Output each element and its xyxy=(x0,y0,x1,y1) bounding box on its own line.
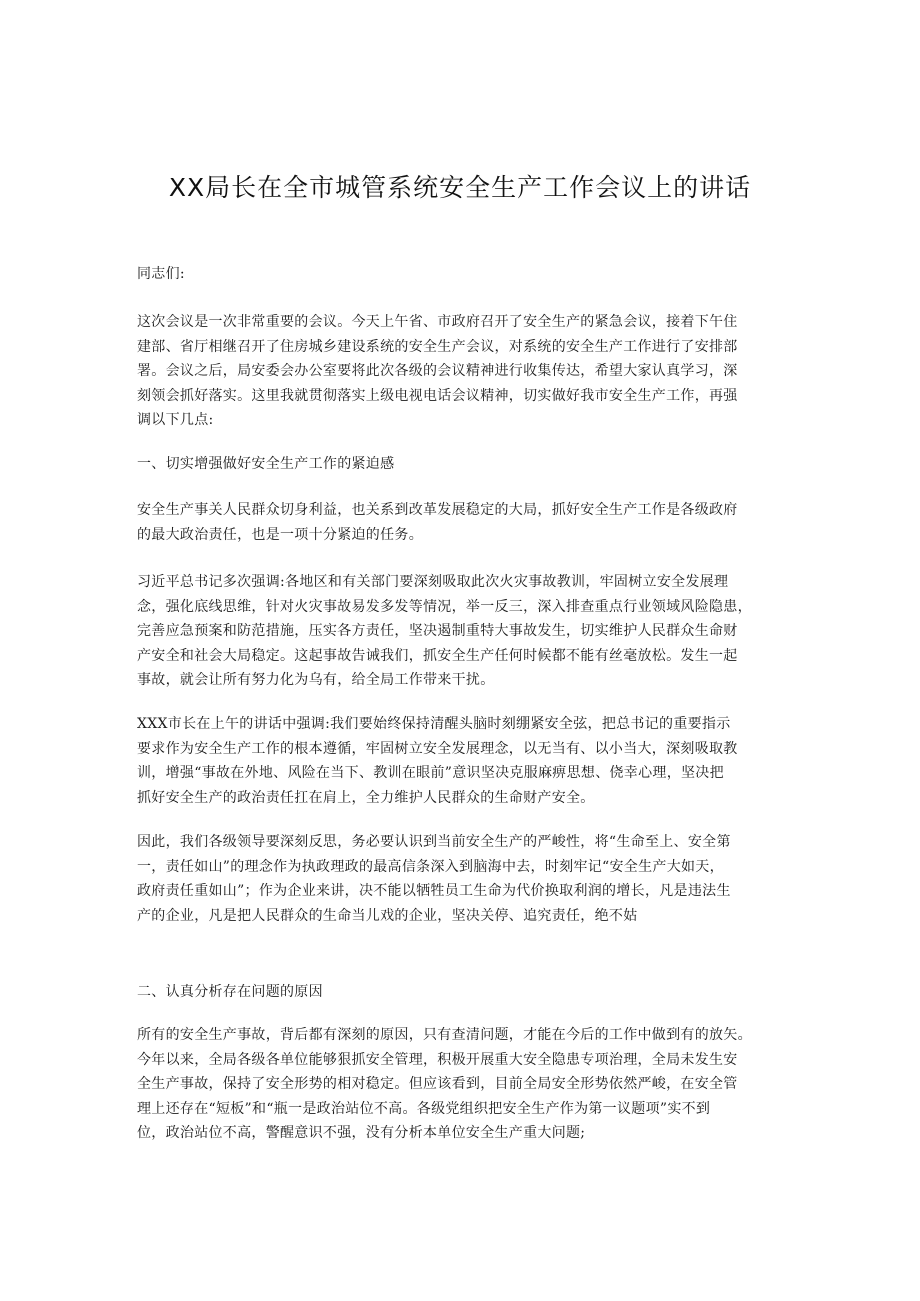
paragraph-line: 署。会议之后，局安委会办公室要将此次各级的会议精神进行收集传达，希望大家认真学习，深 xyxy=(137,363,738,379)
paragraph-analysis xyxy=(137,1023,797,1146)
greeting: 同志们: xyxy=(137,266,185,282)
paragraph-line: 念，强化底线思维，针对火灾事故易发多发等情况，举一反三，深入排查重点行业领域风险隐患， xyxy=(137,598,752,615)
paragraph-reflection xyxy=(137,830,797,928)
section-heading-2 xyxy=(137,980,797,1005)
section-heading-1 xyxy=(137,452,797,477)
paragraph-line: 要求作为安全生产工作的根本遵循，牢固树立安全发展理念，以无当有、以小当大，深刻吸取教 xyxy=(137,740,738,757)
paragraph-line: 产的企业，凡是把人民群众的生命当儿戏的企业，坚决关停、追究责任，绝不姑 xyxy=(137,907,638,924)
paragraph-line: 完善应急预案和防范措施，压实各方责任，坚决遏制重特大事故发生，切实维护人民群众生命财 xyxy=(137,623,738,639)
paragraph-line: 事故，就会让所有努力化为乌有，给全局工作带来干扰。 xyxy=(137,672,495,688)
paragraph-line: 这次会议是一次非常重要的会议。今天上午省、市政府召开了安全生产的紧急会议，接着下午住 xyxy=(137,314,738,330)
paragraph-responsibility xyxy=(137,498,797,547)
paragraph-line: 一，责任如山”的理念作为执政理政的最高信条深入到脑海中去，时刻牢记“安全生产大如天， xyxy=(137,858,724,875)
paragraph-mayor xyxy=(137,712,797,810)
paragraph-line: 因此，我们各级领导要深刻反思，务必要认识到当前安全生产的严峻性，将“生命至上、安全第 xyxy=(137,834,731,850)
paragraph-line: 刻领会抓好落实。这里我就贯彻落实上级电视电话会议精神，切实做好我市安全生产工作，再强 xyxy=(137,387,738,404)
paragraph-line: 的最大政治责任，也是一项十分紧迫的任务。 xyxy=(137,526,423,543)
paragraph-line: 抓好安全生产的政治责任扛在肩上，全力维护人民群众的生命财产安全。 xyxy=(137,789,595,806)
paragraph-general-secretary xyxy=(137,570,797,693)
paragraph-line: XXX市长在上午的讲话中强调:我们要始终保持清醒头脑时刻绷紧安全弦，把总书记的重要指示 xyxy=(137,716,731,732)
paragraph-line: 位，政治站位不高，警醒意识不强，没有分析本单位安全生产重大问题; xyxy=(137,1125,586,1141)
paragraph-line: 今年以来，全局各级各单位能够狠抓安全管理，积极开展重大安全隐患专项治理，全局未发生安 xyxy=(137,1051,738,1068)
paragraph-line: 政府责任重如山”；作为企业来讲，决不能以牺牲员工生命为代价换取利润的增长，凡是违法生 xyxy=(137,883,731,899)
paragraph-line: 习近平总书记多次强调:各地区和有关部门要深刻吸取此次火灾事故教训，牢固树立安全发展理 xyxy=(137,574,729,590)
paragraph-line: 建部、省厅相继召开了住房城乡建设系统的安全生产会议，对系统的安全生产工作进行了安排部 xyxy=(137,338,738,355)
paragraph-line: 安全生产事关人民群众切身利益，也关系到改革发展稳定的大局，抓好安全生产工作是各级政府 xyxy=(137,502,738,518)
section-heading-text: 一、切实增强做好安全生产工作的紧迫感 xyxy=(137,456,395,472)
paragraph-line: 调以下几点: xyxy=(137,412,214,428)
document-title: XX局长在全市城管系统安全生产工作会议上的讲话 xyxy=(168,173,752,202)
section-heading-text: 二、认真分析存在问题的原因 xyxy=(137,984,323,1000)
paragraph-line: 全生产事故，保持了安全形势的相对稳定。但应该看到，目前全局安全形势依然严峻，在安全管 xyxy=(137,1076,738,1092)
paragraph-intro xyxy=(137,310,797,433)
paragraph-line: 理上还存在“短板”和“瓶一是政治站位不高。各级党组织把安全生产作为第一议题项”实不到 xyxy=(137,1100,711,1117)
paragraph-line: 产安全和社会大局稳定。这起事故告诫我们，抓安全生产任何时候都不能有丝毫放松。发生一起 xyxy=(137,647,738,664)
paragraph-line: 训，增强“事故在外地、风险在当下、教训在眼前”意识坚决克服麻痹思想、侥幸心理，坚决把 xyxy=(137,765,724,781)
paragraph-line: 所有的安全生产事故，背后都有深刻的原因，只有查清问题，才能在今后的工作中做到有的放矢。 xyxy=(137,1027,752,1043)
